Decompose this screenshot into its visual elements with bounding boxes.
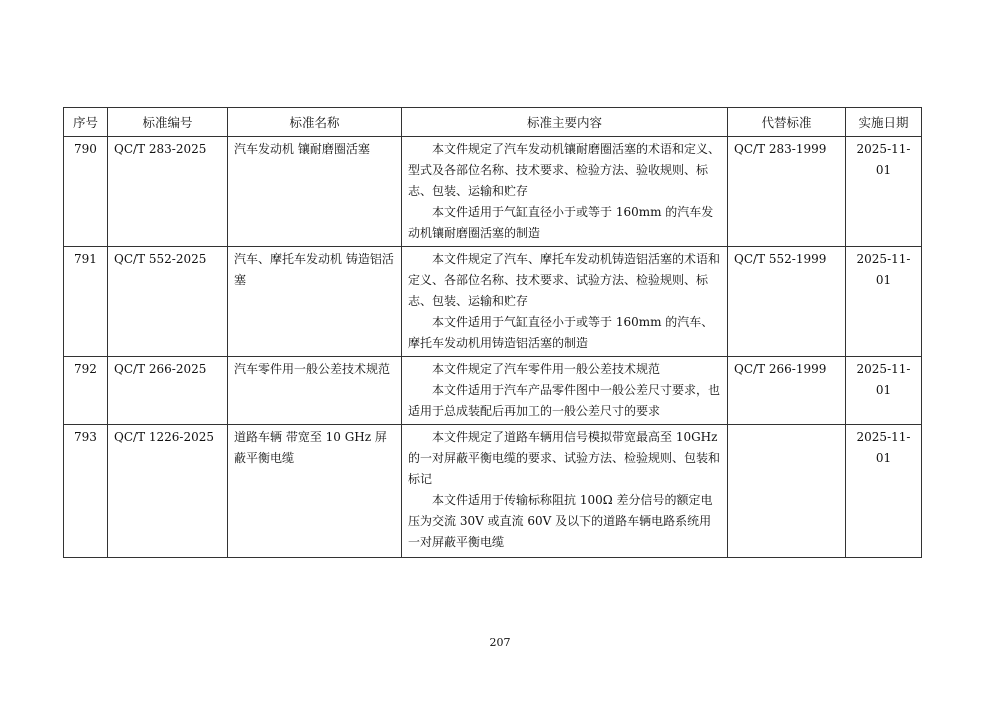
cell-std-no: QC/T 283-2025 xyxy=(108,137,228,247)
cell-date: 2025-11-01 xyxy=(846,247,922,357)
content-paragraph: 本文件规定了汽车零件用一般公差技术规范 xyxy=(432,362,661,376)
cell-std-name: 汽车发动机 镶耐磨圈活塞 xyxy=(228,137,402,247)
cell-std-no: QC/T 1226-2025 xyxy=(108,425,228,558)
cell-seq: 792 xyxy=(64,357,108,425)
header-replaces: 代替标准 xyxy=(728,108,846,137)
cell-replaces: QC/T 283-1999 xyxy=(728,137,846,247)
content-paragraph: 本文件适用于气缸直径小于或等于 160mm 的汽车发动机镶耐磨圈活塞的制造 xyxy=(408,205,714,240)
cell-date: 2025-11-01 xyxy=(846,425,922,558)
cell-seq: 790 xyxy=(64,137,108,247)
cell-content xyxy=(402,357,728,425)
standards-table xyxy=(63,107,922,558)
content-paragraph: 本文件规定了汽车发动机镶耐磨圈活塞的术语和定义、型式及各部位名称、技术要求、检验方法、验收规则、标志、包装、运输和贮存 xyxy=(408,142,721,198)
header-content: 标准主要内容 xyxy=(402,108,728,137)
cell-replaces: QC/T 266-1999 xyxy=(728,357,846,425)
header-std-name: 标准名称 xyxy=(228,108,402,137)
page-number: 207 xyxy=(489,636,511,649)
table-row xyxy=(64,357,922,425)
cell-std-name: 道路车辆 带宽至 10 GHz 屏蔽平衡电缆 xyxy=(228,425,402,558)
table-row xyxy=(64,425,922,558)
header-std-no: 标准编号 xyxy=(108,108,228,137)
cell-date: 2025-11-01 xyxy=(846,357,922,425)
header-seq: 序号 xyxy=(64,108,108,137)
table-row xyxy=(64,247,922,357)
cell-std-name: 汽车零件用一般公差技术规范 xyxy=(228,357,402,425)
cell-content xyxy=(402,425,728,558)
content-paragraph: 本文件适用于气缸直径小于或等于 160mm 的汽车、摩托车发动机用铸造铝活塞的制造 xyxy=(408,315,714,350)
table-row xyxy=(64,137,922,247)
content-paragraph: 本文件规定了道路车辆用信号模拟带宽最高至 10GHz 的一对屏蔽平衡电缆的要求、试验方法、检验规则、包装和标记 xyxy=(408,430,721,486)
cell-std-no: QC/T 552-2025 xyxy=(108,247,228,357)
content-paragraph: 本文件适用于汽车产品零件图中一般公差尺寸要求，也适用于总成装配后再加工的一般公差尺寸的要求 xyxy=(408,383,721,418)
cell-seq: 791 xyxy=(64,247,108,357)
cell-content xyxy=(402,247,728,357)
cell-date: 2025-11-01 xyxy=(846,137,922,247)
cell-replaces: QC/T 552-1999 xyxy=(728,247,846,357)
header-date: 实施日期 xyxy=(846,108,922,137)
content-paragraph: 本文件适用于传输标称阻抗 100Ω 差分信号的额定电压为交流 30V 或直流 60V 及以下的道路车辆电路系统用一对屏蔽平衡电缆 xyxy=(408,493,713,549)
cell-seq: 793 xyxy=(64,425,108,558)
table-header-row xyxy=(64,108,922,137)
cell-std-no: QC/T 266-2025 xyxy=(108,357,228,425)
content-paragraph: 本文件规定了汽车、摩托车发动机铸造铝活塞的术语和定义、各部位名称、技术要求、试验方法、检验规则、标志、包装、运输和贮存 xyxy=(408,252,721,308)
cell-replaces xyxy=(728,425,846,558)
cell-std-name: 汽车、摩托车发动机 铸造铝活塞 xyxy=(228,247,402,357)
cell-content xyxy=(402,137,728,247)
